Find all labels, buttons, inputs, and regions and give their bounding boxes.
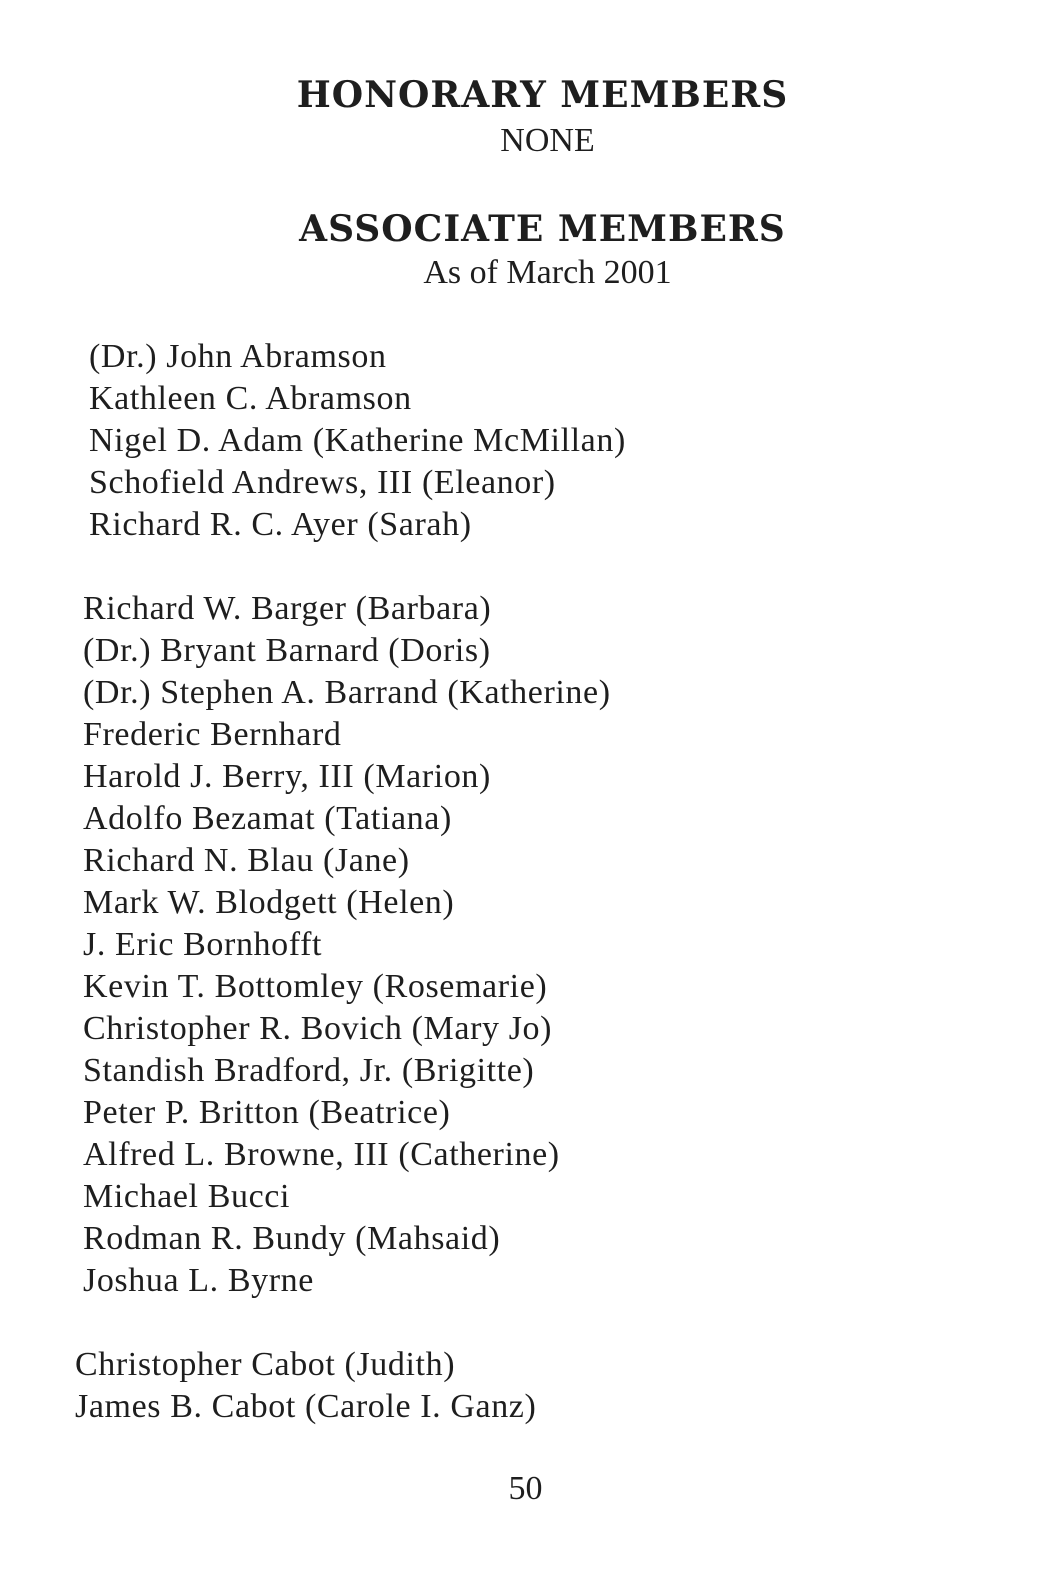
member-entry: Richard N. Blau (Jane) (83, 842, 410, 879)
member-entry: Schofield Andrews, III (Eleanor) (89, 464, 556, 501)
member-entry: Harold J. Berry, III (Marion) (83, 758, 491, 795)
member-entry: Richard W. Barger (Barbara) (83, 590, 492, 627)
page-number: 50 (508, 1470, 543, 1507)
associate-members-heading: ASSOCIATE MEMBERS (299, 208, 786, 250)
member-entry: Michael Bucci (83, 1178, 291, 1215)
member-entry: Frederic Bernhard (83, 716, 342, 753)
member-entry: Alfred L. Browne, III (Catherine) (83, 1136, 560, 1173)
member-group-c (75, 1344, 536, 1428)
member-entry: Peter P. Britton (Beatrice) (83, 1094, 451, 1131)
honorary-members-heading: HONORARY MEMBERS (296, 74, 789, 116)
member-entry: Joshua L. Byrne (83, 1262, 314, 1299)
member-entry: (Dr.) Bryant Barnard (Doris) (83, 632, 491, 669)
member-entry: Nigel D. Adam (Katherine McMillan) (89, 422, 626, 459)
member-entry: Standish Bradford, Jr. (Brigitte) (83, 1052, 535, 1089)
member-group-b (83, 588, 611, 1302)
member-entry: Christopher Cabot (Judith) (75, 1346, 456, 1383)
honorary-members-status: NONE (500, 122, 595, 159)
member-entry: James B. Cabot (Carole I. Ganz) (75, 1388, 537, 1425)
associate-members-date: As of March 2001 (423, 254, 672, 291)
member-entry: J. Eric Bornhofft (83, 926, 323, 963)
member-entry: (Dr.) John Abramson (89, 338, 387, 375)
member-entry: Kevin T. Bottomley (Rosemarie) (83, 968, 548, 1005)
member-entry: Richard R. C. Ayer (Sarah) (89, 506, 472, 543)
member-entry: Christopher R. Bovich (Mary Jo) (83, 1010, 553, 1047)
member-entry: Adolfo Bezamat (Tatiana) (83, 800, 452, 837)
member-entry: Kathleen C. Abramson (89, 380, 412, 417)
member-entry: (Dr.) Stephen A. Barrand (Katherine) (83, 674, 611, 711)
member-entry: Rodman R. Bundy (Mahsaid) (83, 1220, 501, 1257)
member-group-a (89, 336, 626, 546)
member-entry: Mark W. Blodgett (Helen) (83, 884, 455, 921)
